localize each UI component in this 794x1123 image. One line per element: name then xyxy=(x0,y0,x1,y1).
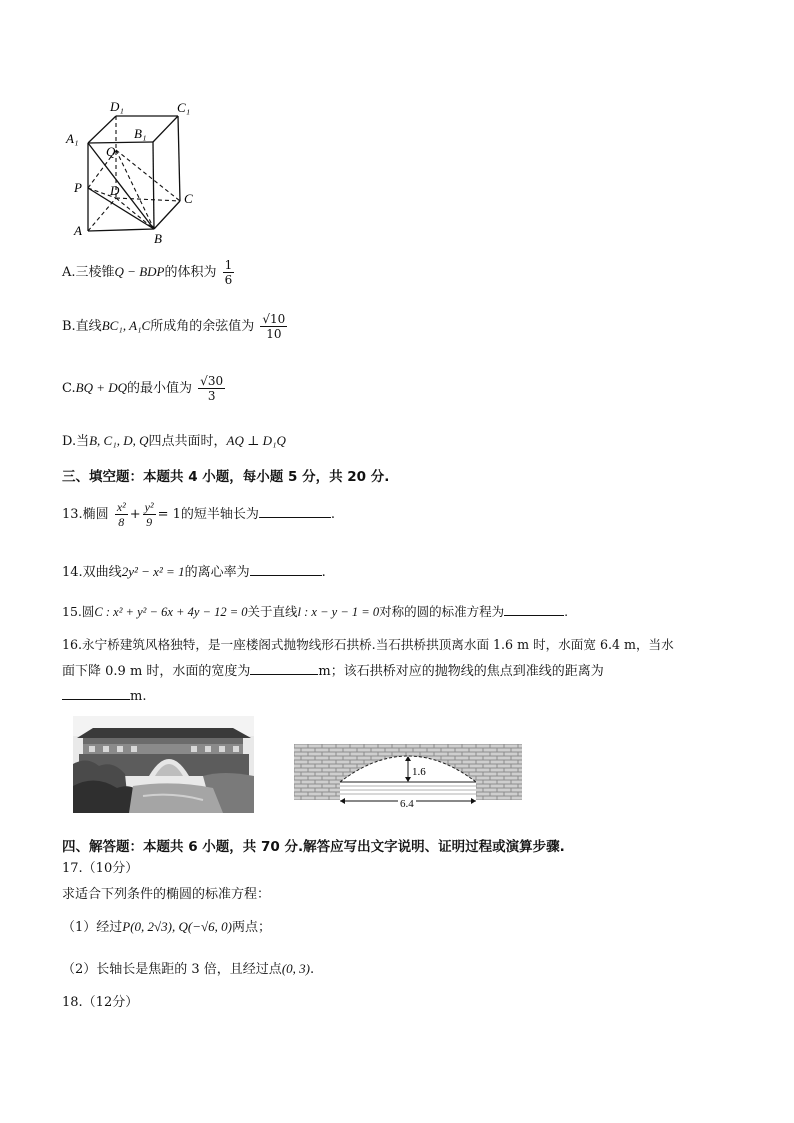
option-c: C.BQ + DQ的最小值为 $\frac{√30}{3}$ xyxy=(62,374,224,403)
q13-x-fraction: $\frac{\text{x²}}{8}$ xyxy=(116,500,126,529)
question-16-line-3: m. xyxy=(62,686,146,706)
label-d1: D₁ xyxy=(110,99,124,114)
option-b-fraction: $\frac{√10}{10}$ xyxy=(262,312,286,341)
question-17-part-1: （1）经过P(0, 2√3), Q(−√6, 0)两点； xyxy=(62,919,271,935)
question-15: 15.圆C : x² + y² − 6x + 4y − 12 = 0关于直线l : x − y − 1 = 0对称的圆的标准方程为 . xyxy=(62,604,569,619)
question-16-line-1: 16.永宁桥建筑风格独特，是一座楼阁式抛物线形石拱桥.当石拱桥拱顶离水面 1.6 m 时，水面宽 6.4 m，当水 xyxy=(62,637,674,652)
bridge-photo xyxy=(73,716,254,813)
label-a1: A₁ xyxy=(66,131,79,146)
bridge-diagram xyxy=(294,744,522,800)
label-b1: B₁ xyxy=(134,126,147,141)
option-d: D.当B, C₁, D, Q四点共面时，AQ ⊥ D₁Q xyxy=(62,433,286,449)
q16-answer-blank-1[interactable] xyxy=(250,661,318,675)
option-b: B.直线BC₁, A₁C所成角的余弦值为 $\frac{√10}{10}$ xyxy=(62,312,286,341)
cube-figure xyxy=(60,98,210,246)
label-a: A xyxy=(74,223,82,238)
question-13: 13.椭圆 $\frac{\text{x²}}{8}$ + $\frac{\text{y²}}{9}$ = 1的短半轴长为 . xyxy=(62,500,336,529)
diagram-width-label: 6.4 xyxy=(400,798,414,810)
question-17-intro: 求适合下列条件的椭圆的标准方程： xyxy=(62,887,271,902)
option-a: A.三棱锥Q − BDP的体积为 $\frac{1}{6}$ xyxy=(62,258,233,287)
option-c-fraction: $\frac{√30}{3}$ xyxy=(200,374,224,403)
q13-answer-blank[interactable] xyxy=(259,504,331,518)
question-17-title: 17.（10分） xyxy=(62,861,139,876)
question-16-line-2: 面下降 0.9 m 时，水面的宽度为 m；该石拱桥对应的抛物线的焦点到准线的距离为 xyxy=(62,661,604,681)
label-q: Q xyxy=(106,144,116,159)
question-17-part-2: （2）长轴长是焦距的 3 倍，且经过点(0, 3). xyxy=(62,961,315,977)
label-b: B xyxy=(154,231,162,246)
question-14: 14.双曲线2y² − x² = 1的离心率为 . xyxy=(62,564,326,580)
label-c1: C₁ xyxy=(177,100,191,115)
diagram-height-label: 1.6 xyxy=(412,766,426,778)
question-18-title: 18.（12分） xyxy=(62,995,139,1010)
section-3-heading: 三、填空题：本题共 4 小题，每小题 5 分，共 20 分. xyxy=(62,469,390,485)
label-c: C xyxy=(184,191,193,206)
q14-answer-blank[interactable] xyxy=(250,562,322,576)
label-p: P xyxy=(74,180,82,195)
q15-answer-blank[interactable] xyxy=(504,602,564,616)
q16-answer-blank-2[interactable] xyxy=(62,686,130,700)
q13-y-fraction: $\frac{\text{y²}}{9}$ xyxy=(144,500,154,529)
option-a-fraction: $\frac{1}{6}$ xyxy=(224,258,233,287)
label-d: D xyxy=(110,183,120,198)
section-4-heading: 四、解答题：本题共 6 小题，共 70 分.解答应写出文字说明、证明过程或演算步骤. xyxy=(62,839,565,855)
